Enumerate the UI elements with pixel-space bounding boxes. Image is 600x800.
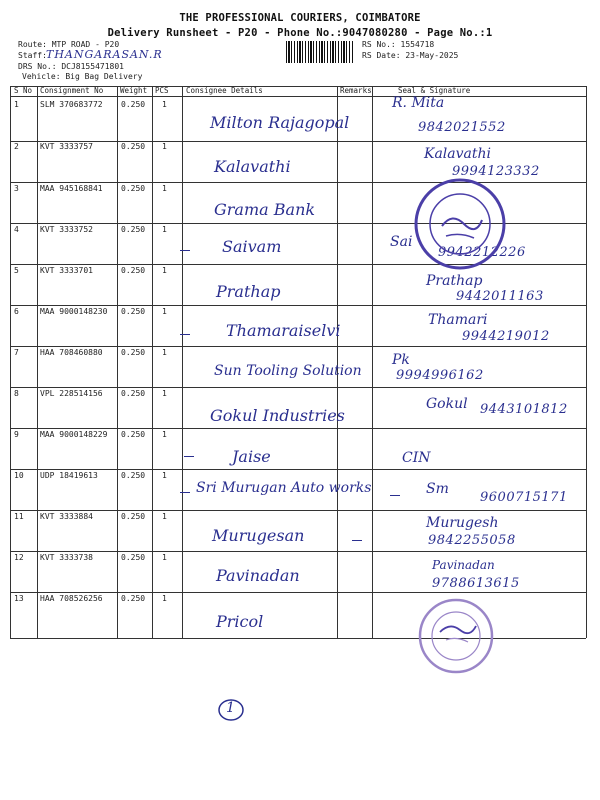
row-signature: R. Mita (392, 95, 445, 111)
row-pcs: 1 (162, 430, 167, 439)
row-signature: Kalavathi (424, 146, 492, 162)
dash-mark (184, 456, 194, 457)
row-pcs: 1 (162, 100, 167, 109)
row-phone: 9994123332 (452, 164, 540, 179)
row-signature: Murugesh (426, 515, 499, 531)
row-consignment: KVT 3333757 (40, 142, 93, 151)
row-signature: Sm (426, 481, 449, 497)
row-signature: Prathap (426, 273, 483, 289)
row-consignee-handwritten: Jaise (232, 447, 271, 466)
route-label: Route: MTP ROAD - P20 (18, 40, 120, 49)
row-phone: 9600715171 (480, 490, 568, 505)
dash-mark (352, 540, 362, 541)
row-consignee-handwritten: Saivam (222, 237, 282, 256)
row-pcs: 1 (162, 471, 167, 480)
row-consignee-handwritten: Sun Tooling Solution (214, 363, 362, 379)
col-header-signature: Seal & Signature (398, 86, 471, 95)
row-signature: Thamari (428, 312, 488, 328)
row-weight: 0.250 (121, 430, 146, 439)
row-weight: 0.250 (121, 184, 146, 193)
row-signature: Pk (392, 352, 410, 368)
row-pcs: 1 (162, 307, 167, 316)
row-sno: 8 (14, 389, 19, 398)
dash-mark (180, 492, 190, 493)
row-pcs: 1 (162, 348, 167, 357)
row-consignment: UDP 18419613 (40, 471, 98, 480)
row-weight: 0.250 (121, 389, 146, 398)
row-sno: 4 (14, 225, 19, 234)
row-sno: 5 (14, 266, 19, 275)
dash-mark (180, 334, 190, 335)
row-consignment: HAA 708460880 (40, 348, 103, 357)
row-consignee-handwritten: Grama Bank (214, 200, 316, 219)
row-consignee-handwritten: Thamaraiselvi (226, 321, 341, 340)
row-phone: 9788613615 (432, 576, 520, 591)
row-pcs: 1 (162, 266, 167, 275)
row-consignee-handwritten: Sri Murugan Auto works (196, 480, 372, 496)
col-header-pcs: PCS (155, 86, 169, 95)
row-weight: 0.250 (121, 553, 146, 562)
row-consignment: KVT 3333738 (40, 553, 93, 562)
row-sno: 13 (14, 594, 24, 603)
staff-label: Staff: (18, 51, 47, 60)
row-sno: 11 (14, 512, 24, 521)
rs-date: RS Date: 23-May-2025 (362, 51, 459, 60)
row-sno: 1 (14, 100, 19, 109)
row-consignee-handwritten: Gokul Industries (210, 406, 345, 425)
col-header-sno: S No (14, 86, 33, 95)
row-consignment: KVT 3333752 (40, 225, 93, 234)
row-signature: Sai (390, 234, 413, 250)
row-consignee-handwritten: Kalavathi (214, 157, 291, 176)
rs-number: RS No.: 1554718 (362, 40, 435, 49)
dash-mark (180, 250, 190, 251)
row-phone: 9994996162 (396, 368, 484, 383)
row-pcs: 1 (162, 389, 167, 398)
row-pcs: 1 (162, 512, 167, 521)
drs-number: DRS No.: DCJ8155471801 (18, 62, 124, 71)
row-weight: 0.250 (121, 142, 146, 151)
row-signature: Pavinadan (432, 558, 495, 572)
row-consignment: MAA 9000148230 (40, 307, 108, 316)
row-sno: 9 (14, 430, 19, 439)
row-consignee-handwritten: Pricol (216, 612, 264, 631)
row-phone: 9443101812 (480, 402, 568, 417)
col-header-remarks: Remarks (340, 86, 372, 95)
row-pcs: 1 (162, 142, 167, 151)
row-phone: 9842021552 (418, 120, 506, 135)
row-pcs: 1 (162, 225, 167, 234)
row-weight: 0.250 (121, 512, 146, 521)
row-weight: 0.250 (121, 348, 146, 357)
row-phone: 9442011163 (456, 289, 544, 304)
row-pcs: 1 (162, 594, 167, 603)
row-consignment: HAA 708526256 (40, 594, 103, 603)
row-consignment: MAA 945168841 (40, 184, 103, 193)
row-weight: 0.250 (121, 100, 146, 109)
company-seal-stamp (412, 176, 508, 272)
row-consignee-handwritten: Murugesan (212, 526, 305, 545)
row-pcs: 1 (162, 184, 167, 193)
staff-handwritten: THANGARASAN.R (46, 48, 163, 61)
row-consignee-handwritten: Milton Rajagopal (210, 113, 350, 132)
row-consignment: KVT 3333884 (40, 512, 93, 521)
row-sno: 7 (14, 348, 19, 357)
col-header-consignment: Consignment No (40, 86, 104, 95)
row-weight: 0.250 (121, 225, 146, 234)
runsheet-subtitle: Delivery Runsheet - P20 - Phone No.:9047080280 - Page No.:1 (107, 27, 493, 39)
row-consignment: KVT 3333701 (40, 266, 93, 275)
barcode (286, 41, 354, 63)
row-signature: CIN (402, 450, 431, 466)
row-weight: 0.250 (121, 471, 146, 480)
row-phone: 9842255058 (428, 533, 516, 548)
circled-number: 1 (226, 700, 235, 716)
row-sno: 2 (14, 142, 19, 151)
row-sno: 10 (14, 471, 24, 480)
row-pcs: 1 (162, 553, 167, 562)
row-weight: 0.250 (121, 307, 146, 316)
company-seal-stamp-faded (416, 596, 496, 676)
row-sno: 12 (14, 553, 24, 562)
row-consignment: SLM 370683772 (40, 100, 103, 109)
row-weight: 0.250 (121, 266, 146, 275)
vehicle-label: Vehicle: Big Bag Delivery (22, 72, 143, 81)
row-consignment: MAA 9000148229 (40, 430, 108, 439)
row-consignee-handwritten: Prathap (216, 282, 281, 301)
dash-mark (390, 495, 400, 496)
row-consignee-handwritten: Pavinadan (216, 566, 300, 585)
row-consignment: VPL 228514156 (40, 389, 103, 398)
row-weight: 0.250 (121, 594, 146, 603)
col-header-consignee: Consignee Details (186, 86, 263, 95)
row-phone: 9942212226 (438, 245, 526, 260)
row-phone: 9944219012 (462, 329, 550, 344)
runsheet-title: THE PROFESSIONAL COURIERS, COIMBATORE (179, 12, 421, 24)
row-sno: 3 (14, 184, 19, 193)
row-sno: 6 (14, 307, 19, 316)
row-signature: Gokul (426, 396, 468, 412)
col-header-weight: Weight (120, 86, 148, 95)
